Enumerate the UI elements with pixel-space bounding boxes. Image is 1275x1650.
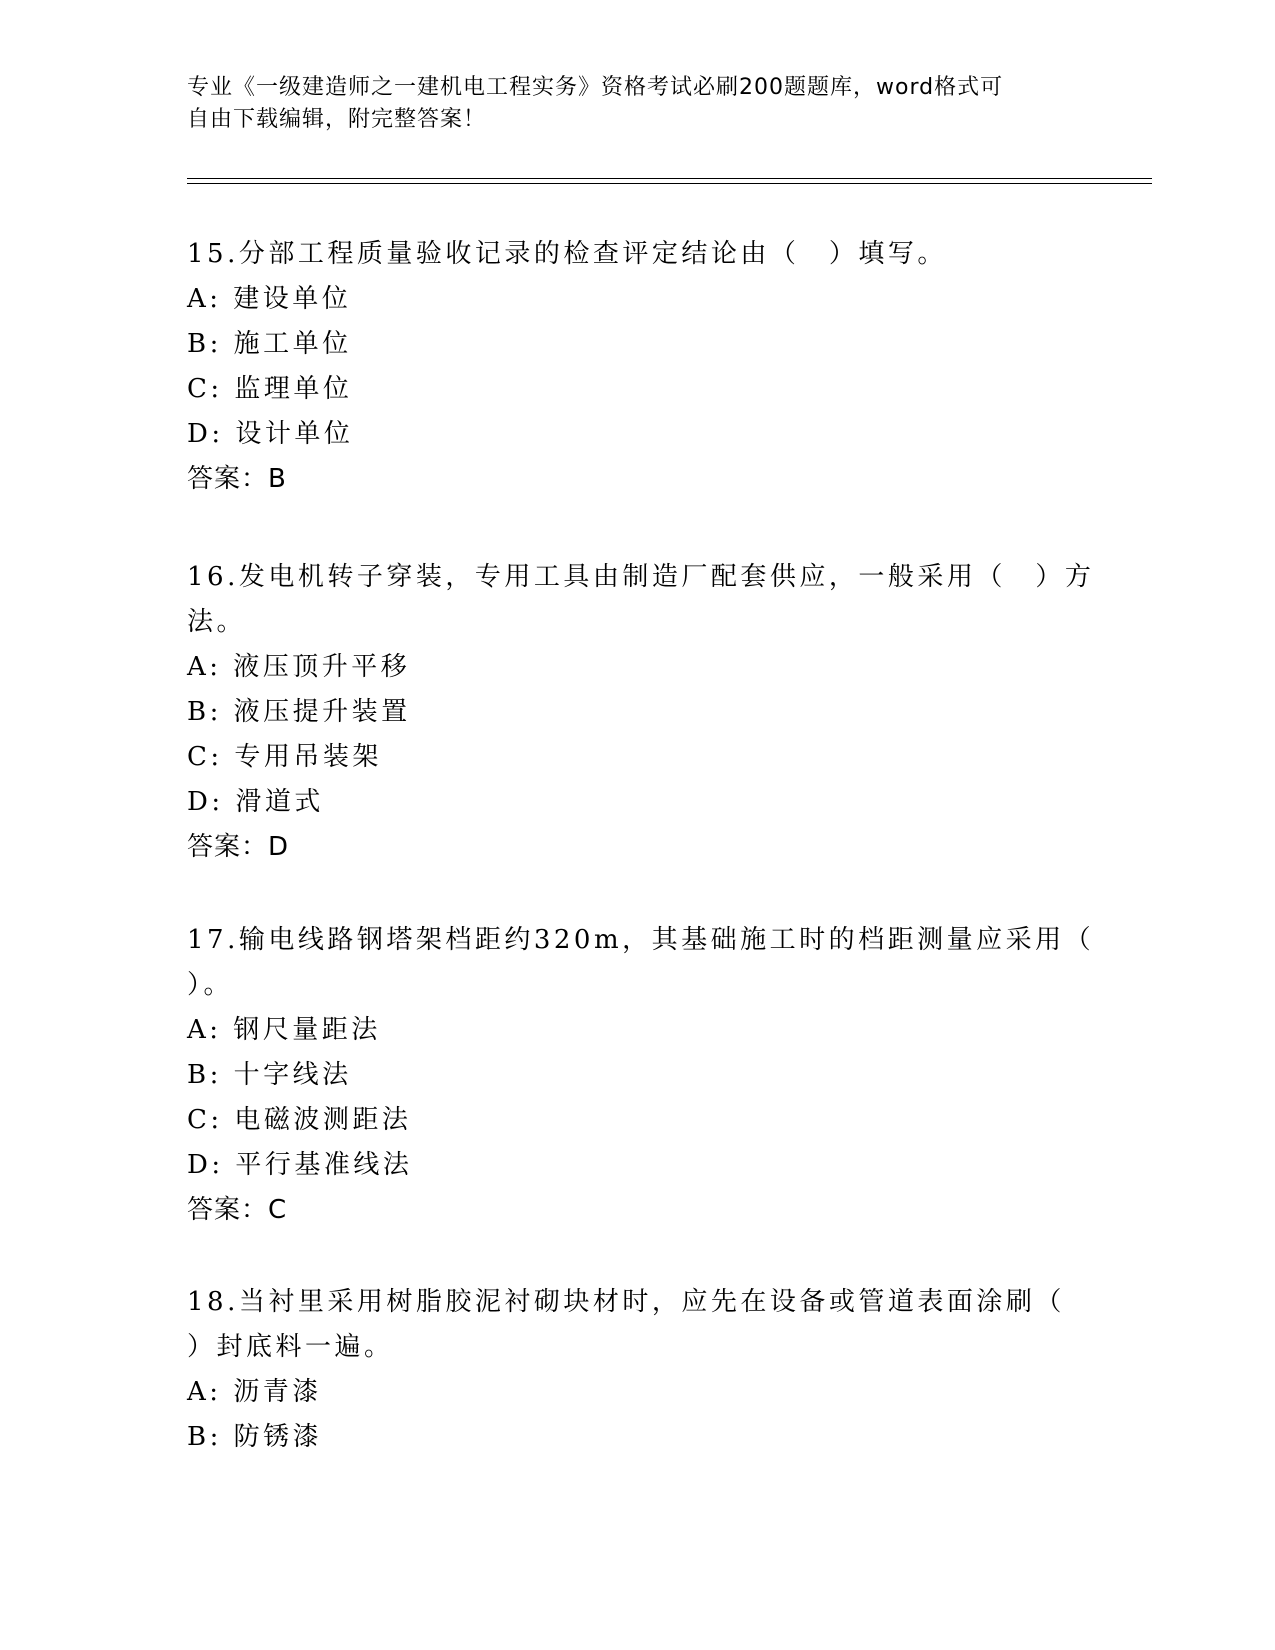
- question-17: [187, 918, 1095, 1233]
- option-b: B: 施工单位: [187, 329, 352, 359]
- option-a: A: 钢尺量距法: [187, 1015, 381, 1045]
- document-header: [187, 72, 1067, 136]
- answer-label: 答案：B: [187, 464, 287, 494]
- header-line-2: 自由下载编辑，附完整答案！: [187, 107, 487, 132]
- question-text: 16.发电机转子穿装，专用工具由制造厂配套供应，一般采用（ ）方: [187, 562, 1095, 592]
- option-b: B: 十字线法: [187, 1060, 352, 1090]
- question-16: [187, 555, 1095, 870]
- question-15: [187, 232, 1067, 502]
- option-c: C: 电磁波测距法: [187, 1105, 412, 1135]
- question-text: 15.分部工程质量验收记录的检查评定结论由（ ）填写。: [187, 239, 947, 269]
- option-b: B: 防锈漆: [187, 1422, 323, 1452]
- question-text-continued: ）。: [187, 970, 234, 1000]
- option-d: D: 平行基准线法: [187, 1150, 413, 1180]
- option-c: C: 监理单位: [187, 374, 353, 404]
- option-b: B: 液压提升装置: [187, 697, 411, 727]
- option-d: D: 设计单位: [187, 419, 354, 449]
- answer-label: 答案：C: [187, 1195, 288, 1225]
- option-d: D: 滑道式: [187, 787, 324, 817]
- option-a: A: 液压顶升平移: [187, 652, 411, 682]
- question-18: [187, 1280, 1067, 1460]
- option-a: A: 沥青漆: [187, 1377, 322, 1407]
- option-a: A: 建设单位: [187, 284, 352, 314]
- question-text: 17.输电线路钢塔架档距约320m，其基础施工时的档距测量应采用（: [187, 925, 1095, 955]
- header-divider-top: [187, 178, 1152, 179]
- question-text-continued: ）封底料一遍。: [187, 1332, 394, 1362]
- question-text: 18.当衬里采用树脂胶泥衬砌块材时，应先在设备或管道表面涂刷（: [187, 1287, 1065, 1317]
- header-line-1: 专业《一级建造师之一建机电工程实务》资格考试必刷200题题库，word格式可: [187, 75, 1004, 100]
- question-text-continued: 法。: [187, 607, 247, 637]
- header-divider-bottom: [187, 183, 1152, 184]
- answer-label: 答案：D: [187, 832, 290, 862]
- option-c: C: 专用吊装架: [187, 742, 382, 772]
